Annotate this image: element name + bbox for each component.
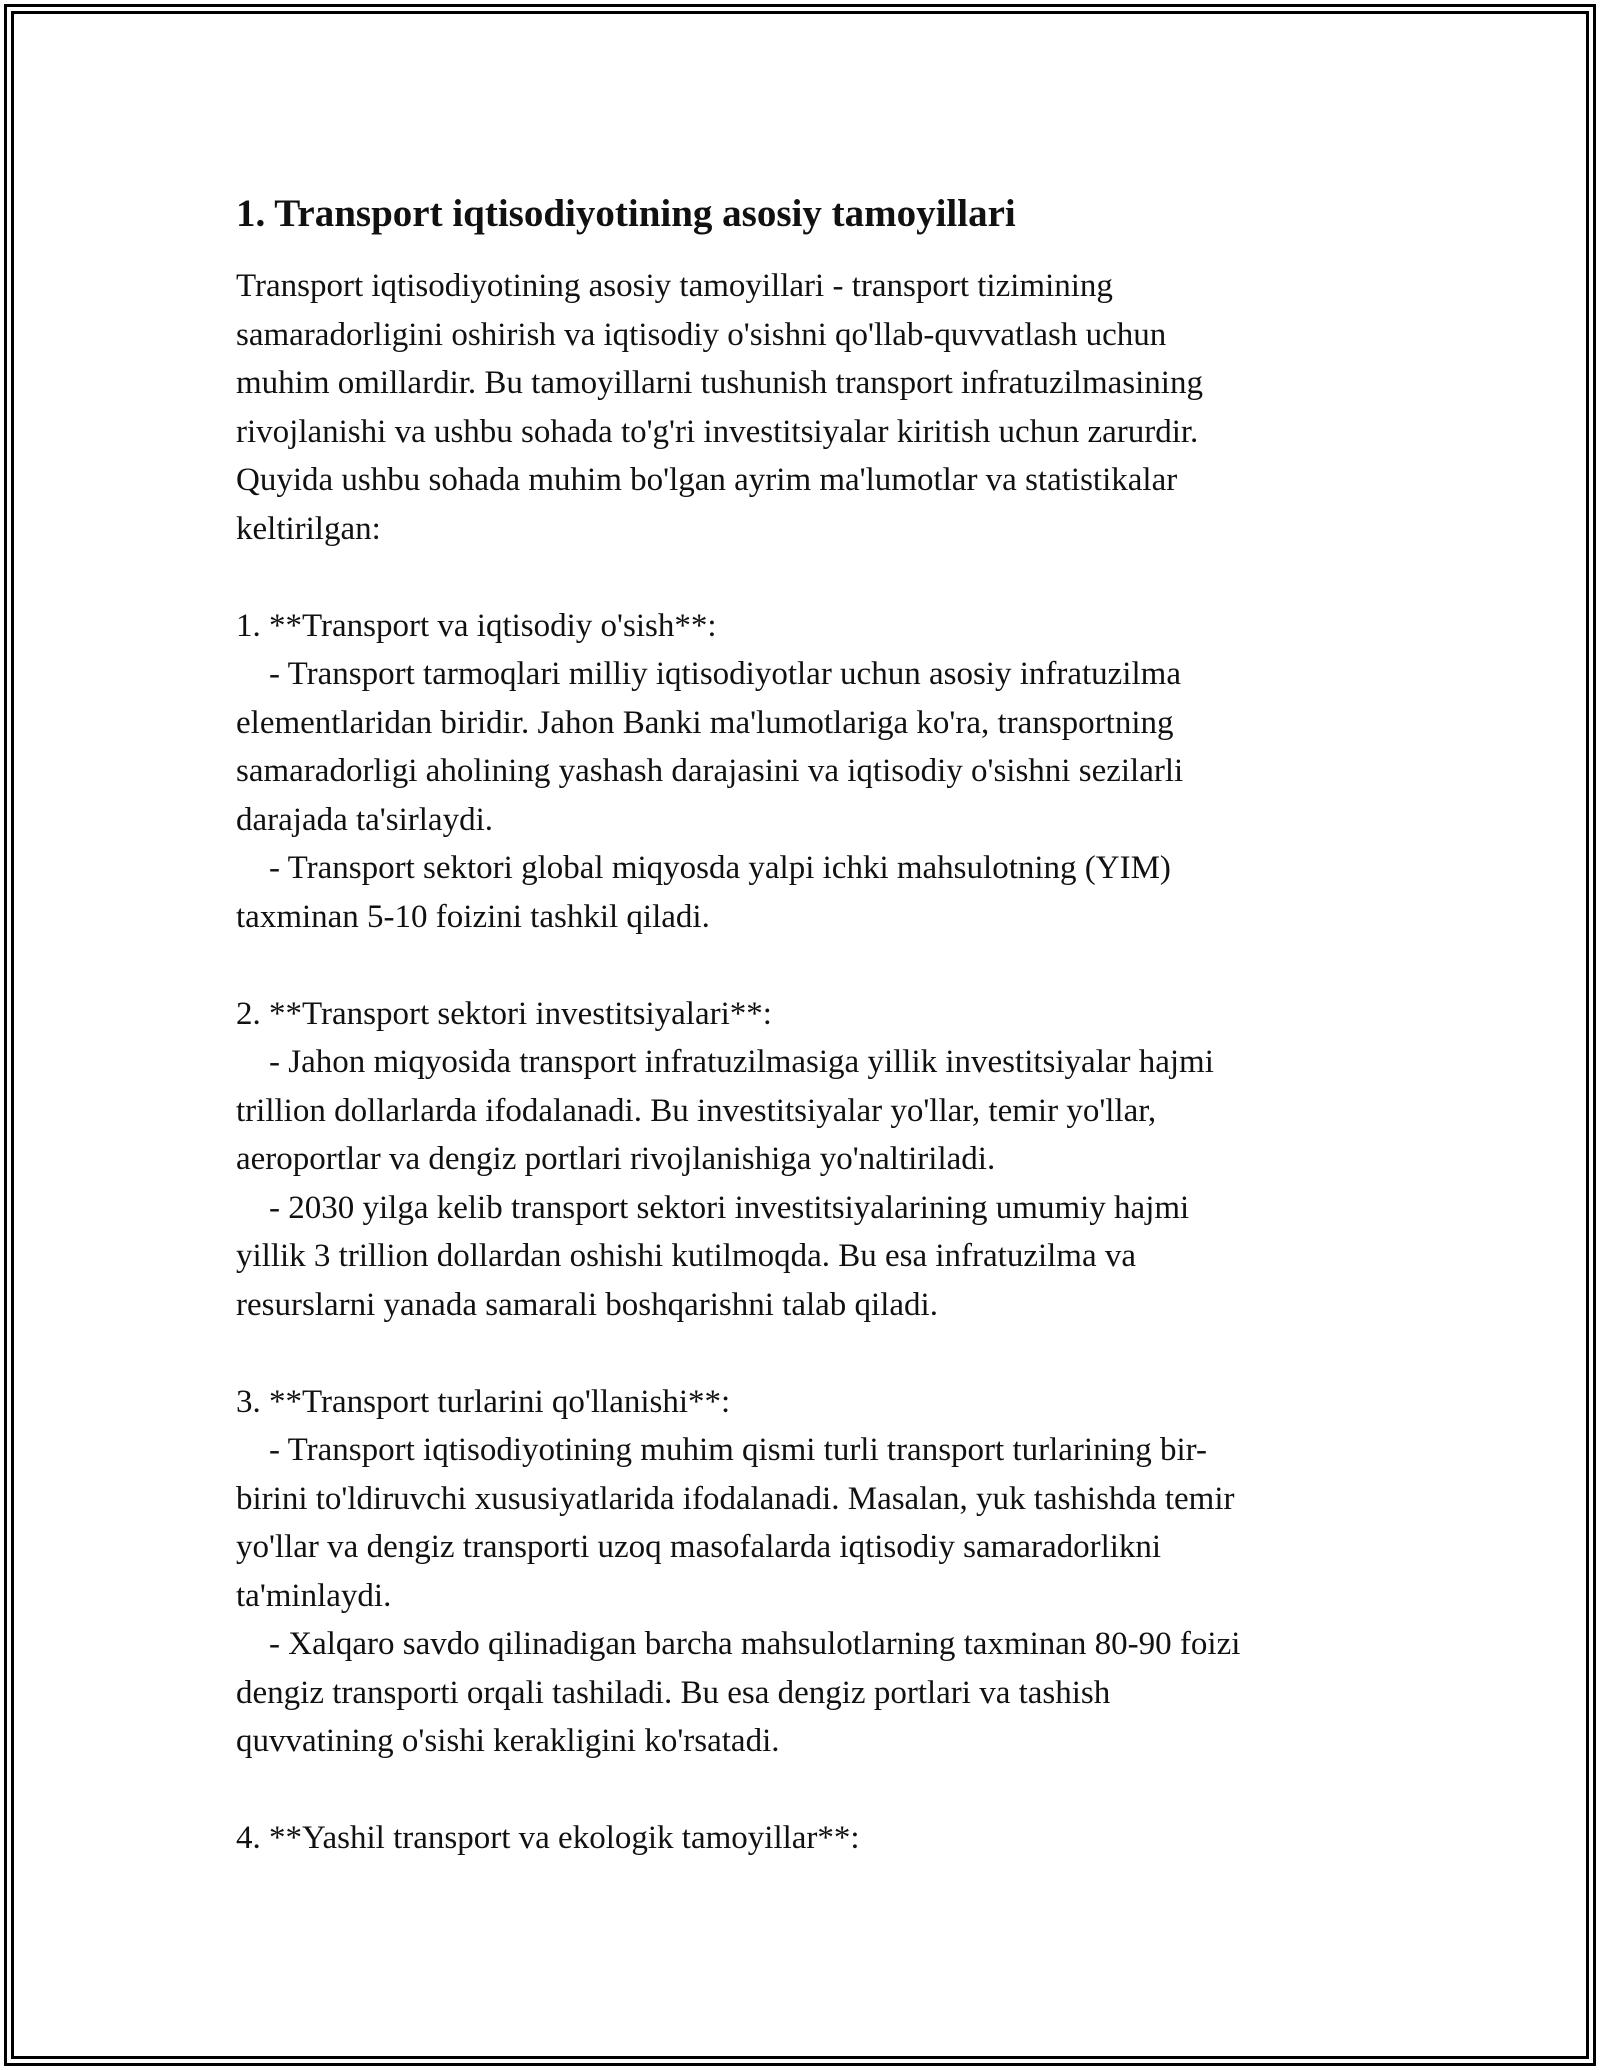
text-line: - Transport sektori global miqyosda yalpi ichki mahsulotning (YIM)	[236, 850, 1171, 886]
text-line: - Transport tarmoqlari milliy iqtisodiyotlar uchun asosiy infratuzilma	[236, 656, 1181, 692]
blank-line	[236, 941, 1376, 990]
text-line: trillion dollarlarda ifodalanadi. Bu investitsiyalar yo'llar, temir yo'llar,	[236, 1092, 1157, 1129]
text-line: samaradorligi aholining yashash darajasini va iqtisodiy o'sishni sezilarli	[236, 753, 1184, 789]
text-line: yo'llar va dengiz transporti uzoq masofalarda iqtisodiy samaradorlikni	[236, 1529, 1162, 1565]
text-line: dengiz transporti orqali tashiladi. Bu esa dengiz portlari va tashish	[236, 1674, 1111, 1711]
list-item-heading: 2. **Transport sektori investitsiyalari**:	[236, 995, 772, 1032]
text-line: resurslarni yanada samarali boshqarishni talab qiladi.	[236, 1286, 938, 1323]
section-heading: 1. Transport iqtisodiyotining asosiy tamoyillari	[236, 192, 1016, 235]
list-item-heading: 1. **Transport va iqtisodiy o'sish**:	[236, 607, 717, 644]
text-line: - Transport iqtisodiyotining muhim qismi turli transport turlarining bir-	[236, 1432, 1207, 1468]
blank-line	[236, 553, 1376, 602]
text-line: taxminan 5-10 foizini tashkil qiladi.	[236, 898, 710, 935]
text-line: Quyida ushbu sohada muhim bo'lgan ayrim ma'lumotlar va statistikalar	[236, 462, 1178, 498]
text-line: rivojlanishi va ushbu sohada to'g'ri investitsiyalar kiritish uchun zarurdir.	[236, 413, 1199, 450]
text-line: samaradorligini oshirish va iqtisodiy o'sishni qo'llab-quvvatlash uchun	[236, 316, 1167, 353]
text-line: aeroportlar va dengiz portlari rivojlanishiga yo'naltiriladi.	[236, 1141, 996, 1177]
text-line: quvvatining o'sishi kerakligini ko'rsatadi.	[236, 1723, 780, 1759]
text-line: birini to'ldiruvchi xususiyatlarida ifodalanadi. Masalan, yuk tashishda temir	[236, 1480, 1235, 1517]
text-line: yillik 3 trillion dollardan oshishi kutilmoqda. Bu esa infratuzilma va	[236, 1238, 1137, 1274]
text-line: elementlaridan biridir. Jahon Banki ma'lumotlariga ko'ra, transportning	[236, 704, 1174, 741]
text-line: Transport iqtisodiyotining asosiy tamoyillari - transport tizimining	[236, 268, 1113, 304]
text-line: - Xalqaro savdo qilinadigan barcha mahsulotlarning taxminan 80-90 foizi	[236, 1626, 1241, 1662]
text-line: keltirilgan:	[236, 510, 381, 547]
text-line: - Jahon miqyosida transport infratuzilmasiga yillik investitsiyalar hajmi	[236, 1044, 1214, 1080]
text-line: - 2030 yilga kelib transport sektori investitsiyalarining umumiy hajmi	[236, 1189, 1190, 1226]
list-item-heading: 3. **Transport turlarini qo'llanishi**:	[236, 1383, 731, 1420]
blank-line	[236, 1329, 1376, 1378]
blank-line	[236, 1766, 1376, 1815]
body-text	[236, 262, 1376, 1863]
list-item-heading: 4. **Yashil transport va ekologik tamoyillar**:	[236, 1820, 860, 1856]
text-line: darajada ta'sirlaydi.	[236, 801, 493, 838]
text-line: muhim omillardir. Bu tamoyillarni tushunish transport infratuzilmasining	[236, 365, 1203, 401]
document-body	[236, 186, 1376, 1863]
text-line: ta'minlaydi.	[236, 1577, 392, 1614]
